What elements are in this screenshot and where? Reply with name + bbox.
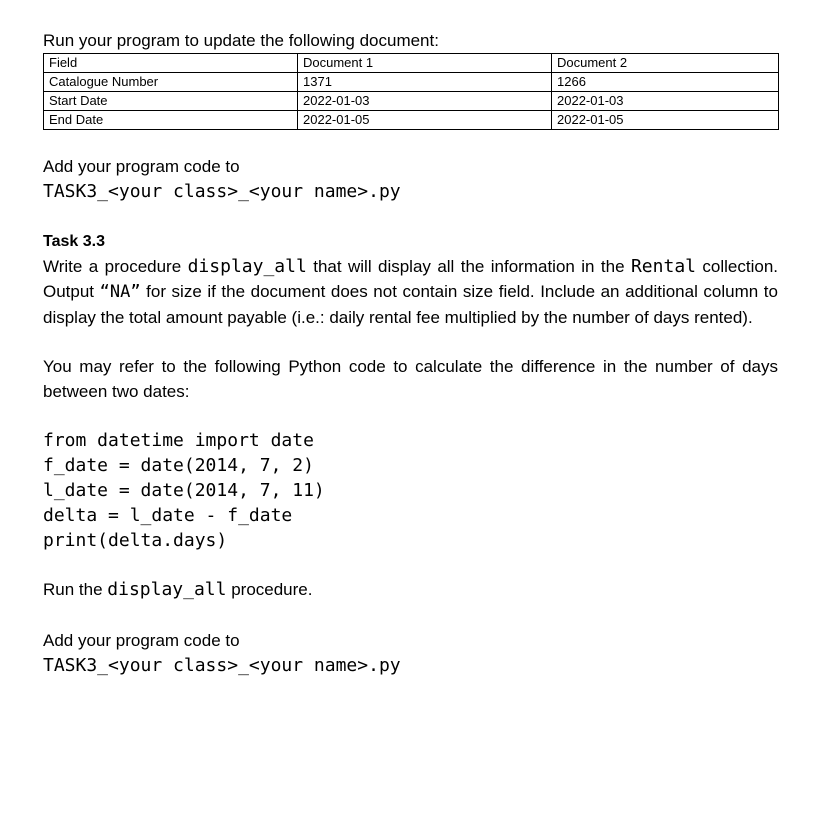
- table-row: [44, 73, 779, 92]
- table-cell: 1371: [298, 73, 552, 92]
- table-cell: 1266: [552, 73, 779, 92]
- inline-code: display_all: [187, 256, 307, 277]
- filename-code: TASK3_<your class>_<your name>.py: [43, 655, 401, 676]
- table-header-row: [44, 54, 779, 73]
- code-line: from datetime import date: [43, 430, 314, 451]
- table-row: [44, 111, 779, 130]
- table-cell: End Date: [44, 111, 298, 130]
- table-row: [44, 92, 779, 111]
- intro-text: Run your program to update the following document:: [43, 31, 439, 50]
- code-line: l_date = date(2014, 7, 11): [43, 480, 325, 501]
- table-cell: Catalogue Number: [44, 73, 298, 92]
- add-code-text: Add your program code to: [43, 631, 240, 650]
- filename-code: TASK3_<your class>_<your name>.py: [43, 181, 401, 202]
- table-cell: 2022-01-05: [552, 111, 779, 130]
- table-cell: 2022-01-05: [298, 111, 552, 130]
- table-cell: 2022-01-03: [552, 92, 779, 111]
- inline-code: “NA”: [99, 282, 141, 302]
- document-table: [43, 53, 779, 130]
- run-procedure-text: Run the display_all procedure.: [43, 579, 313, 600]
- task-description: Write a procedure display_all that will display all the information in the Rental collection. Output “NA” for size if the document does not contain size field. Include an additional column to display the total amount payable (i.e.: daily rental fee multiplied by the number of days rented).: [43, 256, 779, 327]
- add-code-text: Add your program code to: [43, 157, 240, 176]
- table-header-cell: Document 1: [298, 54, 552, 73]
- table-header-cell: Document 2: [552, 54, 779, 73]
- code-line: print(delta.days): [43, 530, 228, 551]
- inline-code: display_all: [107, 579, 227, 600]
- table-cell: Start Date: [44, 92, 298, 111]
- document-page: [43, 28, 778, 678]
- task-heading: Task 3.3: [43, 233, 105, 250]
- inline-code: Rental: [630, 256, 696, 277]
- table-cell: 2022-01-03: [298, 92, 552, 111]
- reference-text: You may refer to the following Python code to calculate the difference in the number of days between two dates:: [43, 357, 778, 401]
- code-line: delta = l_date - f_date: [43, 505, 293, 526]
- code-line: f_date = date(2014, 7, 2): [43, 455, 314, 476]
- table-header-cell: Field: [44, 54, 298, 73]
- python-code-block: [43, 428, 778, 553]
